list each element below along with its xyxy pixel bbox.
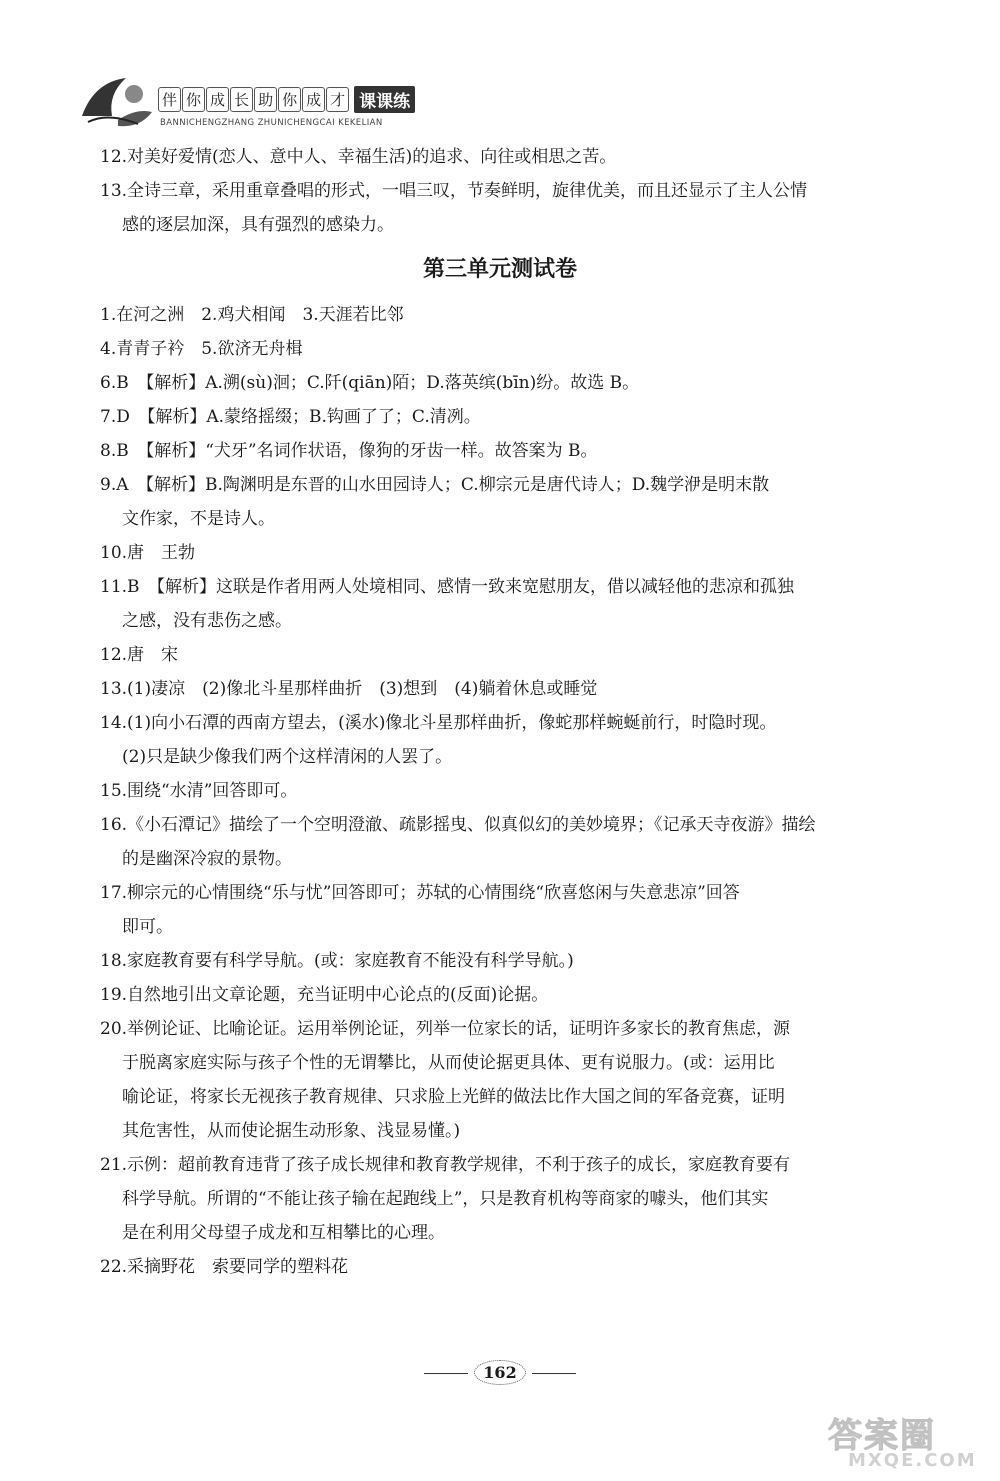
answer-line: 8.B 【解析】“犬牙”名词作状语，像狗的牙齿一样。故答案为 B。 xyxy=(100,441,598,461)
answer-line: 是在利用父母望子成龙和互相攀比的心理。 xyxy=(122,1223,445,1243)
banner-word: 你 xyxy=(182,87,205,112)
watermark-text: 答案圈 xyxy=(828,1416,936,1456)
answer-line: 13.(1)凄凉 (2)像北斗星那样曲折 (3)想到 (4)躺着休息或睡觉 xyxy=(100,679,598,699)
banner-pinyin: BANNICHENGZHANG ZHUNICHENGCAI KEKELIAN xyxy=(160,118,383,128)
answer-content xyxy=(100,140,900,1284)
answer-line: 15.围绕“水清”回答即可。 xyxy=(100,781,298,801)
answer-line: (2)只是缺少像我们两个这样清闲的人罢了。 xyxy=(122,747,453,767)
section-title: 第三单元测试卷 xyxy=(422,257,577,282)
answer-line: 于脱离家庭实际与孩子个性的无谓攀比，从而使论据更具体、更有说服力。(或：运用比 xyxy=(122,1053,775,1073)
page-number xyxy=(0,1360,1000,1385)
page-number-rule xyxy=(532,1373,576,1374)
answer-line: 科学导航。所谓的“不能让孩子输在起跑线上”，只是教育机构等商家的噱头，他们其实 xyxy=(122,1189,769,1209)
banner-word: 助 xyxy=(254,87,277,112)
page-number-rule xyxy=(424,1373,468,1374)
banner-word: 你 xyxy=(278,87,301,112)
answer-line: 7.D 【解析】A.蒙络摇缀；B.钩画了了；C.清冽。 xyxy=(100,407,481,427)
header-logo xyxy=(78,68,438,136)
answer-line: 的是幽深冷寂的景物。 xyxy=(122,849,292,869)
banner-word: 成 xyxy=(206,87,229,112)
answer-line: 10.唐 王勃 xyxy=(100,543,196,563)
answer-line: 1.在河之洲 2.鸡犬相闻 3.天涯若比邻 xyxy=(100,305,404,325)
answer-line: 6.B 【解析】A.溯(sù)洄；C.阡(qiān)陌；D.落英缤(bīn)纷。故选 B。 xyxy=(100,373,640,393)
answer-line: 12.对美好爱情(恋人、意中人、幸福生活)的追求、向往或相思之苦。 xyxy=(100,147,617,167)
answer-line: 其危害性，从而使论据生动形象、浅显易懂。) xyxy=(122,1121,461,1141)
banner-brand: 课课练 xyxy=(354,86,415,113)
answer-line: 感的逐层加深，具有强烈的感染力。 xyxy=(122,215,394,235)
answer-line: 9.A 【解析】B.陶渊明是东晋的山水田园诗人；C.柳宗元是唐代诗人；D.魏学洢是明末散 xyxy=(100,475,770,495)
answer-line: 20.举例论证、比喻论证。运用举例论证，列举一位家长的话，证明许多家长的教育焦虑，源 xyxy=(100,1019,791,1039)
answer-line: 17.柳宗元的心情围绕“乐与忧”回答即可；苏轼的心情围绕“欣喜悠闲与失意悲凉”回答 xyxy=(100,883,740,903)
answer-line: 13.全诗三章，采用重章叠唱的形式，一唱三叹，节奏鲜明，旋律优美，而且还显示了主人公情 xyxy=(100,181,808,201)
page-number-value: 162 xyxy=(474,1360,525,1385)
banner-word: 伴 xyxy=(158,87,181,112)
answer-line: 22.采摘野花 索要同学的塑料花 xyxy=(100,1257,349,1277)
answer-line: 喻论证，将家长无视孩子教育规律、只求脸上光鲜的做法比作大国之间的军备竞赛，证明 xyxy=(122,1087,785,1107)
answer-line: 18.家庭教育要有科学导航。(或：家庭教育不能没有科学导航。) xyxy=(100,951,574,971)
answer-line: 12.唐 宋 xyxy=(100,645,179,665)
answer-line: 14.(1)向小石潭的西南方望去，(溪水)像北斗星那样曲折，像蛇那样蜿蜒前行，时隐时现。 xyxy=(100,713,777,733)
watermark-domain: MXQE.COM xyxy=(848,1450,977,1471)
banner-slogan xyxy=(158,84,415,114)
logo-icon xyxy=(78,72,156,130)
answer-line: 之感，没有悲伤之感。 xyxy=(122,611,292,631)
answer-line: 11.B 【解析】这联是作者用两人处境相同、感情一致来宽慰朋友，借以减轻他的悲凉和孤独 xyxy=(100,577,795,597)
answer-line: 21.示例：超前教育违背了孩子成长规律和教育教学规律，不利于孩子的成长，家庭教育要有 xyxy=(100,1155,791,1175)
answer-line: 19.自然地引出文章论题，充当证明中心论点的(反面)论据。 xyxy=(100,985,549,1005)
answer-line: 即可。 xyxy=(122,917,173,937)
watermark-logo xyxy=(828,1408,978,1474)
banner-word: 长 xyxy=(230,87,253,112)
banner-word: 才 xyxy=(326,87,349,112)
answer-line: 文作家，不是诗人。 xyxy=(122,509,275,529)
answer-line: 16.《小石潭记》描绘了一个空明澄澈、疏影摇曳、似真似幻的美妙境界；《记承天寺夜游》描绘 xyxy=(100,815,816,835)
answer-line: 4.青青子衿 5.欲济无舟楫 xyxy=(100,339,303,359)
banner-word: 成 xyxy=(302,87,325,112)
